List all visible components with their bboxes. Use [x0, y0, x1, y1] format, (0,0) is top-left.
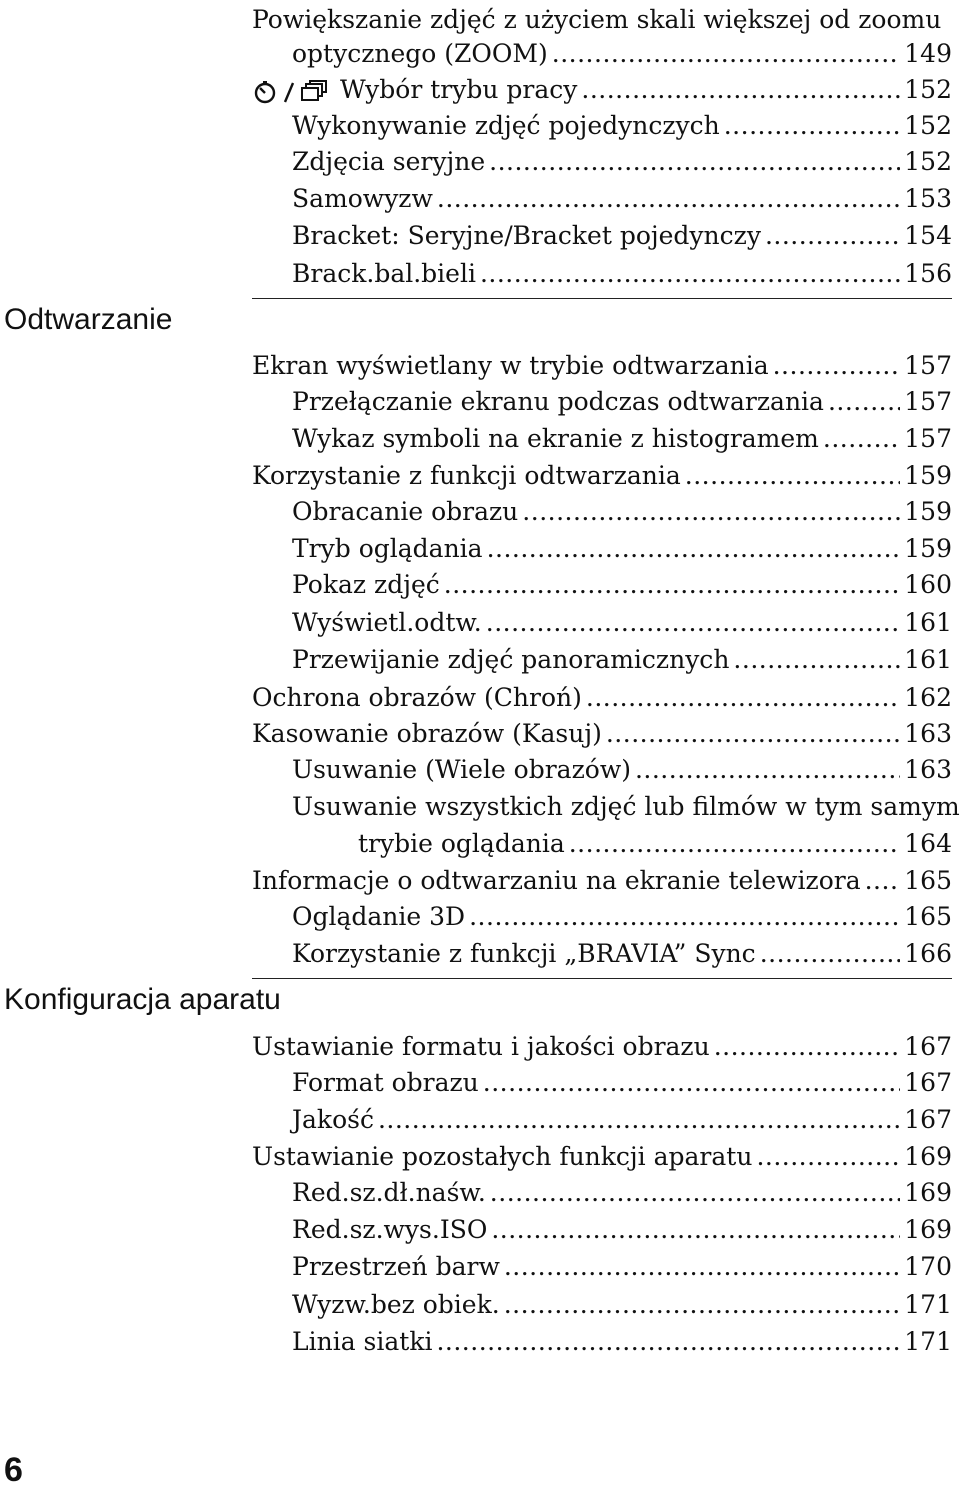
toc-entry-color-space[interactable]: [292, 1249, 952, 1285]
dot-leader: [586, 680, 900, 716]
toc-entry-label: Przełączanie ekranu podczas odtwarzania: [292, 387, 824, 416]
dot-leader: [486, 605, 901, 641]
drive-mode-label: Wybór trybu pracy: [340, 75, 578, 104]
slash-separator-icon: [282, 79, 296, 105]
toc-entry-self-timer[interactable]: [292, 181, 952, 217]
toc-entry-label: Korzystanie z funkcji „BRAVIA” Sync: [292, 939, 756, 968]
drive-mode-icons: [252, 79, 328, 105]
dot-leader: [606, 716, 900, 752]
section-divider: [252, 978, 952, 979]
toc-page-number: 171: [904, 1290, 952, 1319]
toc-entry-symbols[interactable]: [292, 421, 952, 457]
toc-page-number: 160: [904, 570, 952, 599]
toc-entry-label: Zdjęcia seryjne: [292, 147, 486, 176]
dot-leader: [773, 348, 901, 384]
dot-leader: [714, 1029, 901, 1065]
toc-entry-label: Linia siatki: [292, 1327, 433, 1356]
toc-entry-tv-info[interactable]: [252, 863, 952, 899]
dot-leader: [490, 1175, 900, 1211]
toc-entry-label: optycznego (ZOOM): [292, 39, 548, 68]
toc-page-number: 167: [904, 1105, 952, 1134]
dot-leader: [489, 144, 900, 180]
toc-entry-protect[interactable]: [252, 680, 952, 716]
toc-entry-label: Ochrona obrazów (Chroń): [252, 683, 582, 712]
section-heading-odtwarzanie: Odtwarzanie: [4, 303, 173, 336]
toc-page-number: 170: [904, 1252, 952, 1281]
toc-entry-delete-all-line1: Usuwanie wszystkich zdjęć lub filmów w tym samym: [292, 792, 960, 821]
toc-page-number: 169: [904, 1215, 952, 1244]
toc-page-number: 149: [904, 39, 952, 68]
toc-page-number: 166: [904, 939, 952, 968]
dot-leader: [483, 1065, 901, 1101]
toc-page-number: 154: [904, 221, 952, 250]
dot-leader: [569, 826, 901, 862]
toc-entry-long-exposure-nr[interactable]: [292, 1175, 952, 1211]
toc-page-number: 167: [904, 1032, 952, 1061]
toc-entry-label: Usuwanie (Wiele obrazów): [292, 755, 631, 784]
toc-page-number: 163: [904, 719, 952, 748]
toc-entry-high-iso-nr[interactable]: [292, 1212, 952, 1248]
toc-entry-label: Samowyzw: [292, 184, 433, 213]
dot-leader: [760, 936, 901, 972]
dot-leader: [552, 36, 901, 72]
toc-entry-label: Ustawianie formatu i jakości obrazu: [252, 1032, 710, 1061]
toc-entry-slideshow[interactable]: [292, 567, 952, 603]
toc-page-number: 156: [904, 259, 952, 288]
toc-entry-delete-multi[interactable]: [292, 752, 952, 788]
toc-entry-continuous[interactable]: [292, 144, 952, 180]
dot-leader: [487, 531, 901, 567]
dot-leader: [444, 567, 901, 603]
toc-page-number: 161: [904, 608, 952, 637]
toc-entry-wb-bracket[interactable]: [292, 256, 952, 292]
toc-entry-bravia[interactable]: [292, 936, 952, 972]
continuous-shooting-icon: [300, 79, 328, 105]
dot-leader: [436, 1324, 900, 1360]
toc-page-number: 169: [904, 1178, 952, 1207]
toc-entry-label: Red.sz.dł.naśw.: [292, 1178, 486, 1207]
toc-entry-switch-screen[interactable]: [292, 384, 952, 420]
toc-entry-panorama[interactable]: [292, 642, 952, 678]
toc-entry-label: Kasowanie obrazów (Kasuj): [252, 719, 602, 748]
toc-page-number: 159: [904, 461, 952, 490]
section-heading-konfiguracja: Konfiguracja aparatu: [4, 983, 281, 1016]
toc-entry-label: Przestrzeń barw: [292, 1252, 500, 1281]
toc-page-number: 163: [904, 755, 952, 784]
dot-leader: [865, 863, 901, 899]
toc-entry-label: Wykaz symboli na ekranie z histogramem: [292, 424, 819, 453]
toc-entry-label: Wyświetl.odtw.: [292, 608, 482, 637]
toc-page-number: 159: [904, 497, 952, 526]
toc-entry-label: Format obrazu: [292, 1068, 479, 1097]
toc-entry-label: Korzystanie z funkcji odtwarzania: [252, 461, 681, 490]
toc-entry-single[interactable]: [292, 108, 952, 144]
toc-entry-display[interactable]: [292, 605, 952, 641]
toc-entry-quality[interactable]: [292, 1102, 952, 1138]
toc-entry-grid-line[interactable]: [292, 1324, 952, 1360]
toc-page-number: 152: [904, 147, 952, 176]
toc-entry-label: Brack.bal.bieli: [292, 259, 476, 288]
toc-entry-label: Obracanie obrazu: [292, 497, 519, 526]
page-number: 6: [4, 1451, 23, 1489]
toc-entry-bracket[interactable]: [292, 218, 952, 254]
toc-entry-view-3d[interactable]: [292, 899, 952, 935]
toc-entry-label: Wyzw.bez obiek.: [292, 1290, 500, 1319]
toc-page-number: 169: [904, 1142, 952, 1171]
toc-entry-label: Red.sz.wys.ISO: [292, 1215, 488, 1244]
toc-entry-image-size[interactable]: [292, 1065, 952, 1101]
toc-page-number: 153: [904, 184, 952, 213]
toc-page-number: 171: [904, 1327, 952, 1356]
toc-entry-label: Wykonywanie zdjęć pojedynczych: [292, 111, 720, 140]
dot-leader: [724, 108, 901, 144]
toc-entry-label: Bracket: Seryjne/Bracket pojedynczy: [292, 221, 761, 250]
toc-page-number: 152: [904, 111, 952, 140]
toc-entry-drive-mode[interactable]: [252, 72, 952, 108]
toc-entry-label: Ekran wyświetlany w trybie odtwarzania: [252, 351, 769, 380]
toc-entry-label: [252, 72, 577, 108]
dot-leader: [491, 1212, 900, 1248]
toc-page-number: 164: [904, 829, 952, 858]
toc-entry-other-functions[interactable]: [252, 1139, 952, 1175]
toc-entry-zoom-line1: Powiększanie zdjęć z użyciem skali większej od zoomu: [252, 5, 942, 34]
toc-entry-label: Informacje o odtwarzaniu na ekranie telewizora: [252, 866, 861, 895]
toc-entry-delete-all[interactable]: [358, 826, 952, 862]
dot-leader: [480, 256, 900, 292]
toc-page-number: 157: [904, 424, 952, 453]
toc-page-number: 152: [904, 75, 952, 104]
dot-leader: [635, 752, 900, 788]
toc-entry-rotate[interactable]: [292, 494, 952, 530]
toc-entry-zoom[interactable]: [292, 36, 952, 72]
section-divider: [252, 298, 952, 299]
toc-entry-format-quality[interactable]: [252, 1029, 952, 1065]
toc-page-number: 161: [904, 645, 952, 674]
dot-leader: [733, 642, 900, 678]
toc-entry-label: Pokaz zdjęć: [292, 570, 440, 599]
dot-leader: [437, 181, 900, 217]
dot-leader: [828, 384, 900, 420]
toc-page-number: 157: [904, 351, 952, 380]
toc-entry-playback-functions[interactable]: [252, 458, 952, 494]
dot-leader: [504, 1249, 900, 1285]
dot-leader: [823, 421, 900, 457]
toc-entry-release-wo-lens[interactable]: [292, 1287, 952, 1323]
dot-leader: [469, 899, 900, 935]
toc-entry-label: Oglądanie 3D: [292, 902, 466, 931]
toc-entry-label: Ustawianie pozostałych funkcji aparatu: [252, 1142, 753, 1171]
toc-entry-playback-screen[interactable]: [252, 348, 952, 384]
dot-leader: [756, 1139, 900, 1175]
toc-entry-label: Tryb oglądania: [292, 534, 483, 563]
dot-leader: [765, 218, 900, 254]
toc-page-number: 165: [904, 866, 952, 895]
toc-page-number: 167: [904, 1068, 952, 1097]
toc-entry-label: Przewijanie zdjęć panoramicznych: [292, 645, 730, 674]
toc-entry-label: Jakość: [292, 1105, 374, 1134]
toc-page-number: 159: [904, 534, 952, 563]
dot-leader: [685, 458, 901, 494]
toc-page-number: 157: [904, 387, 952, 416]
toc-entry-view-mode[interactable]: [292, 531, 952, 567]
dot-leader: [522, 494, 900, 530]
dot-leader: [378, 1102, 900, 1138]
toc-page-number: 162: [904, 683, 952, 712]
toc-entry-label: trybie oglądania: [358, 829, 565, 858]
dot-leader: [581, 72, 900, 108]
toc-page-number: 165: [904, 902, 952, 931]
dot-leader: [504, 1287, 901, 1323]
toc-entry-delete[interactable]: [252, 716, 952, 752]
self-timer-icon: [252, 79, 278, 105]
